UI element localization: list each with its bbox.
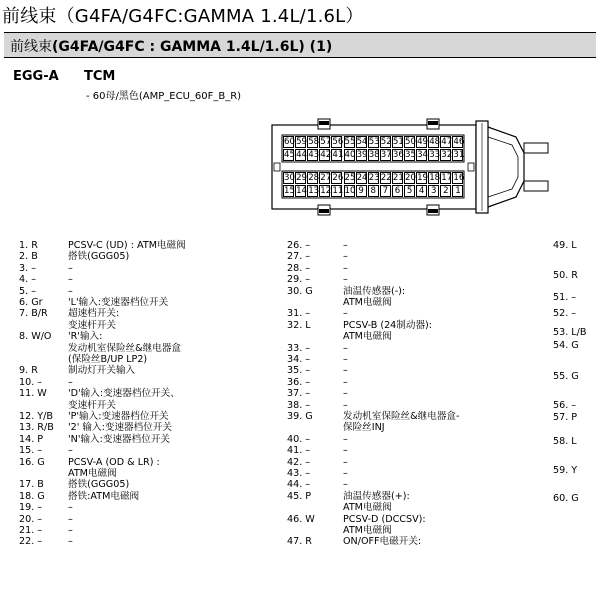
connector-pin: 42 bbox=[320, 150, 332, 161]
connector-pin: 53 bbox=[368, 137, 380, 147]
connector-pin: 15 bbox=[284, 186, 295, 197]
pin-number: 45. P bbox=[287, 490, 312, 502]
pin-number: 33. – bbox=[287, 342, 311, 354]
pin-description: PCSV-A (OD & LR) : bbox=[68, 456, 160, 468]
pin-number: 35. – bbox=[287, 365, 311, 377]
pin-number: 29. – bbox=[287, 274, 311, 286]
pin-description: ATM电磁阀 bbox=[68, 468, 117, 479]
pin-number: 14. P bbox=[19, 433, 44, 445]
pin-number: 34. – bbox=[287, 354, 311, 365]
connector-pin: 35 bbox=[405, 150, 416, 161]
connector-pin: 44 bbox=[296, 150, 308, 161]
section-header bbox=[10, 36, 332, 56]
connector-pin: 47 bbox=[441, 137, 453, 147]
connector-pin: 17 bbox=[441, 173, 453, 183]
pin-number: 19. – bbox=[19, 502, 43, 514]
connector-pin: 16 bbox=[453, 173, 465, 183]
pin-description: – bbox=[343, 308, 348, 320]
pin-description: – bbox=[68, 536, 73, 548]
pin-number: 58. L bbox=[553, 436, 577, 448]
pin-description: 变速杆开关 bbox=[68, 319, 116, 331]
pin-description: – bbox=[68, 274, 73, 286]
pin-description: 油温传感器(+): bbox=[343, 490, 410, 502]
pin-number: 44. – bbox=[287, 479, 311, 491]
pin-number: 57. P bbox=[553, 412, 578, 424]
connector-outline bbox=[266, 113, 556, 221]
pin-number: 9. R bbox=[19, 365, 38, 377]
pin-description: 发动机室保险丝&继电器盒- bbox=[343, 411, 460, 422]
connector-pin: 5 bbox=[404, 185, 415, 197]
connector-pin: 23 bbox=[368, 173, 380, 183]
pin-description: ATM电磁阀 bbox=[343, 502, 392, 514]
pin-description: – bbox=[68, 502, 73, 514]
connector-pin: 46 bbox=[453, 137, 465, 147]
pin-description: – bbox=[343, 342, 348, 354]
pin-description: – bbox=[68, 262, 73, 274]
pin-description: 'N'输入:变速器档位开关 bbox=[68, 433, 171, 445]
pin-number: 4. – bbox=[19, 274, 36, 286]
connector-pin: 36 bbox=[392, 150, 404, 161]
pin-number: 49. L bbox=[553, 240, 577, 251]
pin-number: 26. – bbox=[287, 240, 311, 251]
pin-description: – bbox=[343, 388, 348, 400]
connector-pin: 32 bbox=[441, 150, 453, 161]
pin-description: 'D'输入:变速器档位开关、 bbox=[68, 388, 180, 400]
pin-description: 'P'输入:变速器档位开关 bbox=[68, 411, 169, 422]
connector-pin: 28 bbox=[308, 173, 320, 183]
pin-description: 制动灯开关输入 bbox=[68, 365, 136, 377]
connector-pin: 6 bbox=[392, 185, 403, 197]
connector-pin: 12 bbox=[320, 186, 332, 197]
pin-description: – bbox=[343, 456, 348, 468]
connector-pin: 37 bbox=[380, 150, 392, 161]
section-bold: (G4FA/G4FC : GAMMA 1.4L/1.6L) (1) bbox=[52, 39, 333, 55]
connector-pin: 27 bbox=[320, 173, 332, 183]
pin-number: 43. – bbox=[287, 468, 311, 479]
pin-number: 20. – bbox=[19, 513, 43, 525]
connector-pin: 45 bbox=[284, 150, 295, 161]
pin-description: ON/OFF电磁开关: bbox=[343, 536, 422, 548]
pin-description: – bbox=[343, 399, 348, 411]
pin-number: 47. R bbox=[287, 536, 312, 548]
pin-number: 1. R bbox=[19, 240, 38, 251]
pin-description: – bbox=[68, 376, 73, 388]
connector-pin: 21 bbox=[392, 173, 404, 183]
pin-number: 21. – bbox=[19, 525, 43, 536]
connector-pin: 51 bbox=[392, 137, 404, 147]
pin-description: – bbox=[343, 468, 348, 479]
pin-number: 30. G bbox=[287, 285, 313, 297]
pin-description: – bbox=[343, 445, 348, 457]
pin-number: 13. R/B bbox=[19, 422, 54, 434]
connector-pin: 52 bbox=[380, 137, 392, 147]
pin-number: 52. – bbox=[553, 308, 577, 320]
pin-number: 3. – bbox=[19, 262, 36, 274]
pin-number: 6. Gr bbox=[19, 297, 43, 308]
connector-pin: 31 bbox=[453, 150, 465, 161]
connector-pin: 57 bbox=[320, 137, 332, 147]
connector-pin: 7 bbox=[380, 185, 391, 197]
pin-description: – bbox=[343, 274, 348, 286]
section-prefix: 前线束 bbox=[10, 39, 52, 55]
connector-pin: 43 bbox=[308, 150, 320, 161]
pin-description: ATM电磁阀 bbox=[343, 331, 392, 343]
pin-description: (保险丝B/UP LP2) bbox=[68, 354, 148, 365]
pin-description: PCSV-C (UD) : ATM电磁阀 bbox=[68, 240, 186, 251]
connector-pin: 48 bbox=[429, 137, 441, 147]
connector-pin: 30 bbox=[284, 173, 295, 183]
connector-pin: 54 bbox=[356, 137, 368, 147]
pin-description: PCSV-B (24制动器): bbox=[343, 319, 433, 331]
connector-pin: 29 bbox=[296, 173, 308, 183]
connector-pin: 22 bbox=[380, 173, 392, 183]
connector-pin: 25 bbox=[344, 173, 356, 183]
pin-number: 42. – bbox=[287, 456, 311, 468]
pin-description: 发动机室保险丝&继电器盒 bbox=[68, 342, 182, 354]
pin-description: – bbox=[68, 445, 73, 457]
pin-number: 7. B/R bbox=[19, 308, 48, 320]
connector-pin: 26 bbox=[332, 173, 344, 183]
pin-description: '2' 输入:变速器档位开关 bbox=[68, 422, 173, 434]
pin-description: ATM电磁阀 bbox=[343, 297, 392, 308]
pin-description: 油温传感器(-): bbox=[343, 285, 406, 297]
pin-number: 28. – bbox=[287, 262, 311, 274]
pin-number: 41. – bbox=[287, 445, 311, 457]
pin-number: 37. – bbox=[287, 388, 311, 400]
pin-number: 38. – bbox=[287, 399, 311, 411]
pin-number: 60. G bbox=[553, 493, 579, 505]
pin-number: 8. W/O bbox=[19, 331, 52, 343]
connector-pin: 2 bbox=[440, 185, 451, 197]
connector-pin: 1 bbox=[452, 185, 463, 197]
pin-description: – bbox=[343, 433, 348, 445]
connector-pin: 38 bbox=[368, 150, 380, 161]
pin-description: – bbox=[343, 240, 348, 251]
pin-number: 31. – bbox=[287, 308, 311, 320]
pin-description: 'R'输入: bbox=[68, 331, 103, 343]
pin-number: 46. W bbox=[287, 513, 315, 525]
pin-number: 18. G bbox=[19, 490, 45, 502]
connector-pin: 59 bbox=[296, 137, 308, 147]
pin-description: – bbox=[343, 365, 348, 377]
pin-number: 22. – bbox=[19, 536, 43, 548]
pin-number: 11. W bbox=[19, 388, 47, 400]
pin-number: 39. G bbox=[287, 411, 313, 422]
pin-description: 搭铁(GGG05) bbox=[68, 479, 130, 491]
pin-number: 56. – bbox=[553, 399, 577, 411]
connector-pin: 11 bbox=[332, 186, 344, 197]
pin-description: 搭铁:ATM电磁阀 bbox=[68, 490, 140, 502]
pin-number: 51. – bbox=[553, 292, 577, 304]
pin-description: – bbox=[68, 513, 73, 525]
connector-pin: 20 bbox=[405, 173, 416, 183]
connector-diagram bbox=[266, 113, 556, 221]
pin-number: 54. G bbox=[553, 340, 579, 352]
connector-pin: 41 bbox=[332, 150, 344, 161]
pin-number: 17. B bbox=[19, 479, 44, 491]
connector-pin: 58 bbox=[308, 137, 320, 147]
pin-number: 5. – bbox=[19, 285, 36, 297]
connector-pin: 55 bbox=[344, 137, 356, 147]
connector-pin: 3 bbox=[428, 185, 439, 197]
pin-description: – bbox=[343, 354, 348, 365]
pin-number: 2. B bbox=[19, 251, 38, 263]
pin-description: 'L'输入:变速器档位开关 bbox=[68, 297, 169, 308]
pin-number: 15. – bbox=[19, 445, 43, 457]
component-name: TCM bbox=[84, 69, 116, 84]
connector-pin: 9 bbox=[356, 185, 367, 197]
pin-number: 40. – bbox=[287, 433, 311, 445]
pin-description: 超速档开关: bbox=[68, 308, 120, 320]
connector-code: EGG-A bbox=[13, 69, 59, 84]
pin-description: PCSV-D (DCCSV): bbox=[343, 513, 426, 525]
pin-number: 16. G bbox=[19, 456, 45, 468]
pin-number: 55. G bbox=[553, 371, 579, 383]
pin-description: 变速杆开关 bbox=[68, 399, 116, 411]
connector-pin: 56 bbox=[332, 137, 344, 147]
pin-description: – bbox=[343, 251, 348, 263]
connector-spec: - 60母/黑色(AMP_ECU_60F_B_R) bbox=[86, 91, 242, 102]
connector-pin: 49 bbox=[417, 137, 429, 147]
connector-pin: 13 bbox=[308, 186, 320, 197]
pin-number: 12. Y/B bbox=[19, 411, 53, 422]
connector-pin: 4 bbox=[416, 185, 427, 197]
connector-pin: 40 bbox=[344, 150, 356, 161]
section-header-bar bbox=[4, 32, 596, 58]
page-title: 前线束（G4FA/G4FC:GAMMA 1.4L/1.6L） bbox=[2, 6, 364, 27]
pin-description: – bbox=[68, 285, 73, 297]
connector-pin: 19 bbox=[417, 173, 429, 183]
pin-description: – bbox=[343, 376, 348, 388]
pin-number: 36. – bbox=[287, 376, 311, 388]
connector-pin: 24 bbox=[356, 173, 368, 183]
connector-pin: 18 bbox=[429, 173, 441, 183]
connector-pin: 34 bbox=[417, 150, 429, 161]
pin-description: 搭铁(GGG05) bbox=[68, 251, 130, 263]
connector-pin: 60 bbox=[284, 137, 295, 147]
pin-number: 32. L bbox=[287, 319, 311, 331]
pin-number: 59. Y bbox=[553, 464, 578, 476]
pin-description: ATM电磁阀 bbox=[343, 525, 392, 536]
connector-pin: 10 bbox=[344, 186, 356, 197]
pin-number: 53. L/B bbox=[553, 326, 587, 338]
connector-pin: 33 bbox=[429, 150, 441, 161]
pin-description: – bbox=[68, 525, 73, 536]
pin-description: 保险丝INJ bbox=[343, 422, 385, 434]
pin-number: 50. R bbox=[553, 269, 578, 281]
pin-number: 27. – bbox=[287, 251, 311, 263]
connector-pin: 8 bbox=[368, 185, 379, 197]
pin-description: – bbox=[343, 479, 348, 491]
pin-number: 10. – bbox=[19, 376, 43, 388]
connector-pin: 50 bbox=[405, 137, 416, 147]
connector-pin: 39 bbox=[356, 150, 368, 161]
connector-pin: 14 bbox=[296, 186, 308, 197]
pin-description: – bbox=[343, 262, 348, 274]
